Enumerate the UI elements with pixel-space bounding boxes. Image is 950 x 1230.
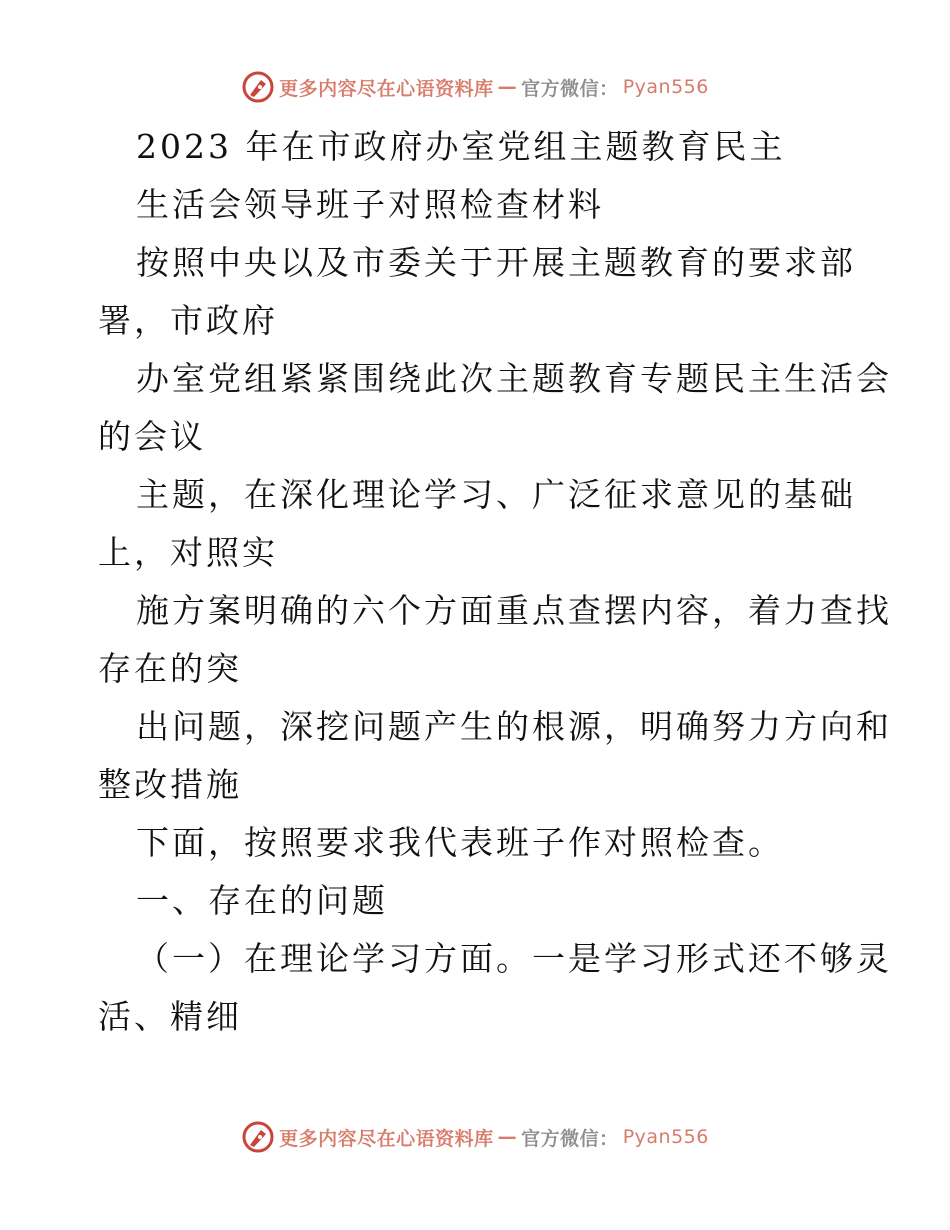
paragraph-line: 上，对照实 bbox=[98, 533, 278, 572]
banner-text: 更多内容尽在心语资料库 bbox=[279, 1127, 494, 1150]
banner-separator: — bbox=[497, 76, 518, 98]
banner-wechat-label: 官方微信： bbox=[521, 1127, 619, 1150]
paragraph-line: 主题，在深化理论学习、广泛征求意见的基础 bbox=[136, 475, 856, 514]
paragraph-line: 署，市政府 bbox=[98, 301, 278, 340]
document-body bbox=[98, 124, 892, 1052]
banner-wechat-label: 官方微信： bbox=[521, 77, 619, 100]
paragraph bbox=[98, 240, 858, 344]
paragraph-line: 活、精细 bbox=[98, 997, 242, 1036]
paragraph bbox=[98, 936, 892, 1040]
paragraph bbox=[98, 704, 892, 808]
paragraph-line: 下面，按照要求我代表班子作对照检查。 bbox=[136, 823, 784, 862]
paragraph-line: 办室党组紧紧围绕此次主题教育专题民主生活会 bbox=[136, 359, 892, 398]
paragraph-line: 存在的突 bbox=[98, 649, 242, 688]
paragraph bbox=[98, 472, 858, 576]
footer-banner bbox=[0, 1120, 950, 1154]
banner-wechat-handle: Pyan556 bbox=[622, 76, 709, 98]
section-heading: 一、存在的问题 bbox=[136, 881, 388, 920]
paragraph-line: 出问题，深挖问题产生的根源，明确努力方向和 bbox=[136, 707, 892, 746]
pen-nib-logo-icon bbox=[241, 70, 275, 104]
paragraph bbox=[98, 356, 892, 460]
paragraph-line: 的会议 bbox=[98, 417, 206, 456]
pen-nib-logo-icon bbox=[241, 1120, 275, 1154]
document-title-line-2: 生活会领导班子对照检查材料 bbox=[136, 185, 604, 224]
banner-wechat-handle: Pyan556 bbox=[622, 1126, 709, 1148]
paragraph-line: 按照中央以及市委关于开展主题教育的要求部 bbox=[136, 243, 856, 282]
banner-separator: — bbox=[497, 1126, 518, 1148]
paragraph-line: （一）在理论学习方面。一是学习形式还不够灵 bbox=[136, 939, 892, 978]
paragraph-line: 整改措施 bbox=[98, 765, 242, 804]
header-banner bbox=[0, 70, 950, 104]
paragraph-line: 施方案明确的六个方面重点查摆内容，着力查找 bbox=[136, 591, 892, 630]
paragraph bbox=[98, 588, 892, 692]
banner-text: 更多内容尽在心语资料库 bbox=[279, 77, 494, 100]
document-title-line-1: 2023 年在市政府办室党组主题教育民主 bbox=[136, 127, 786, 166]
